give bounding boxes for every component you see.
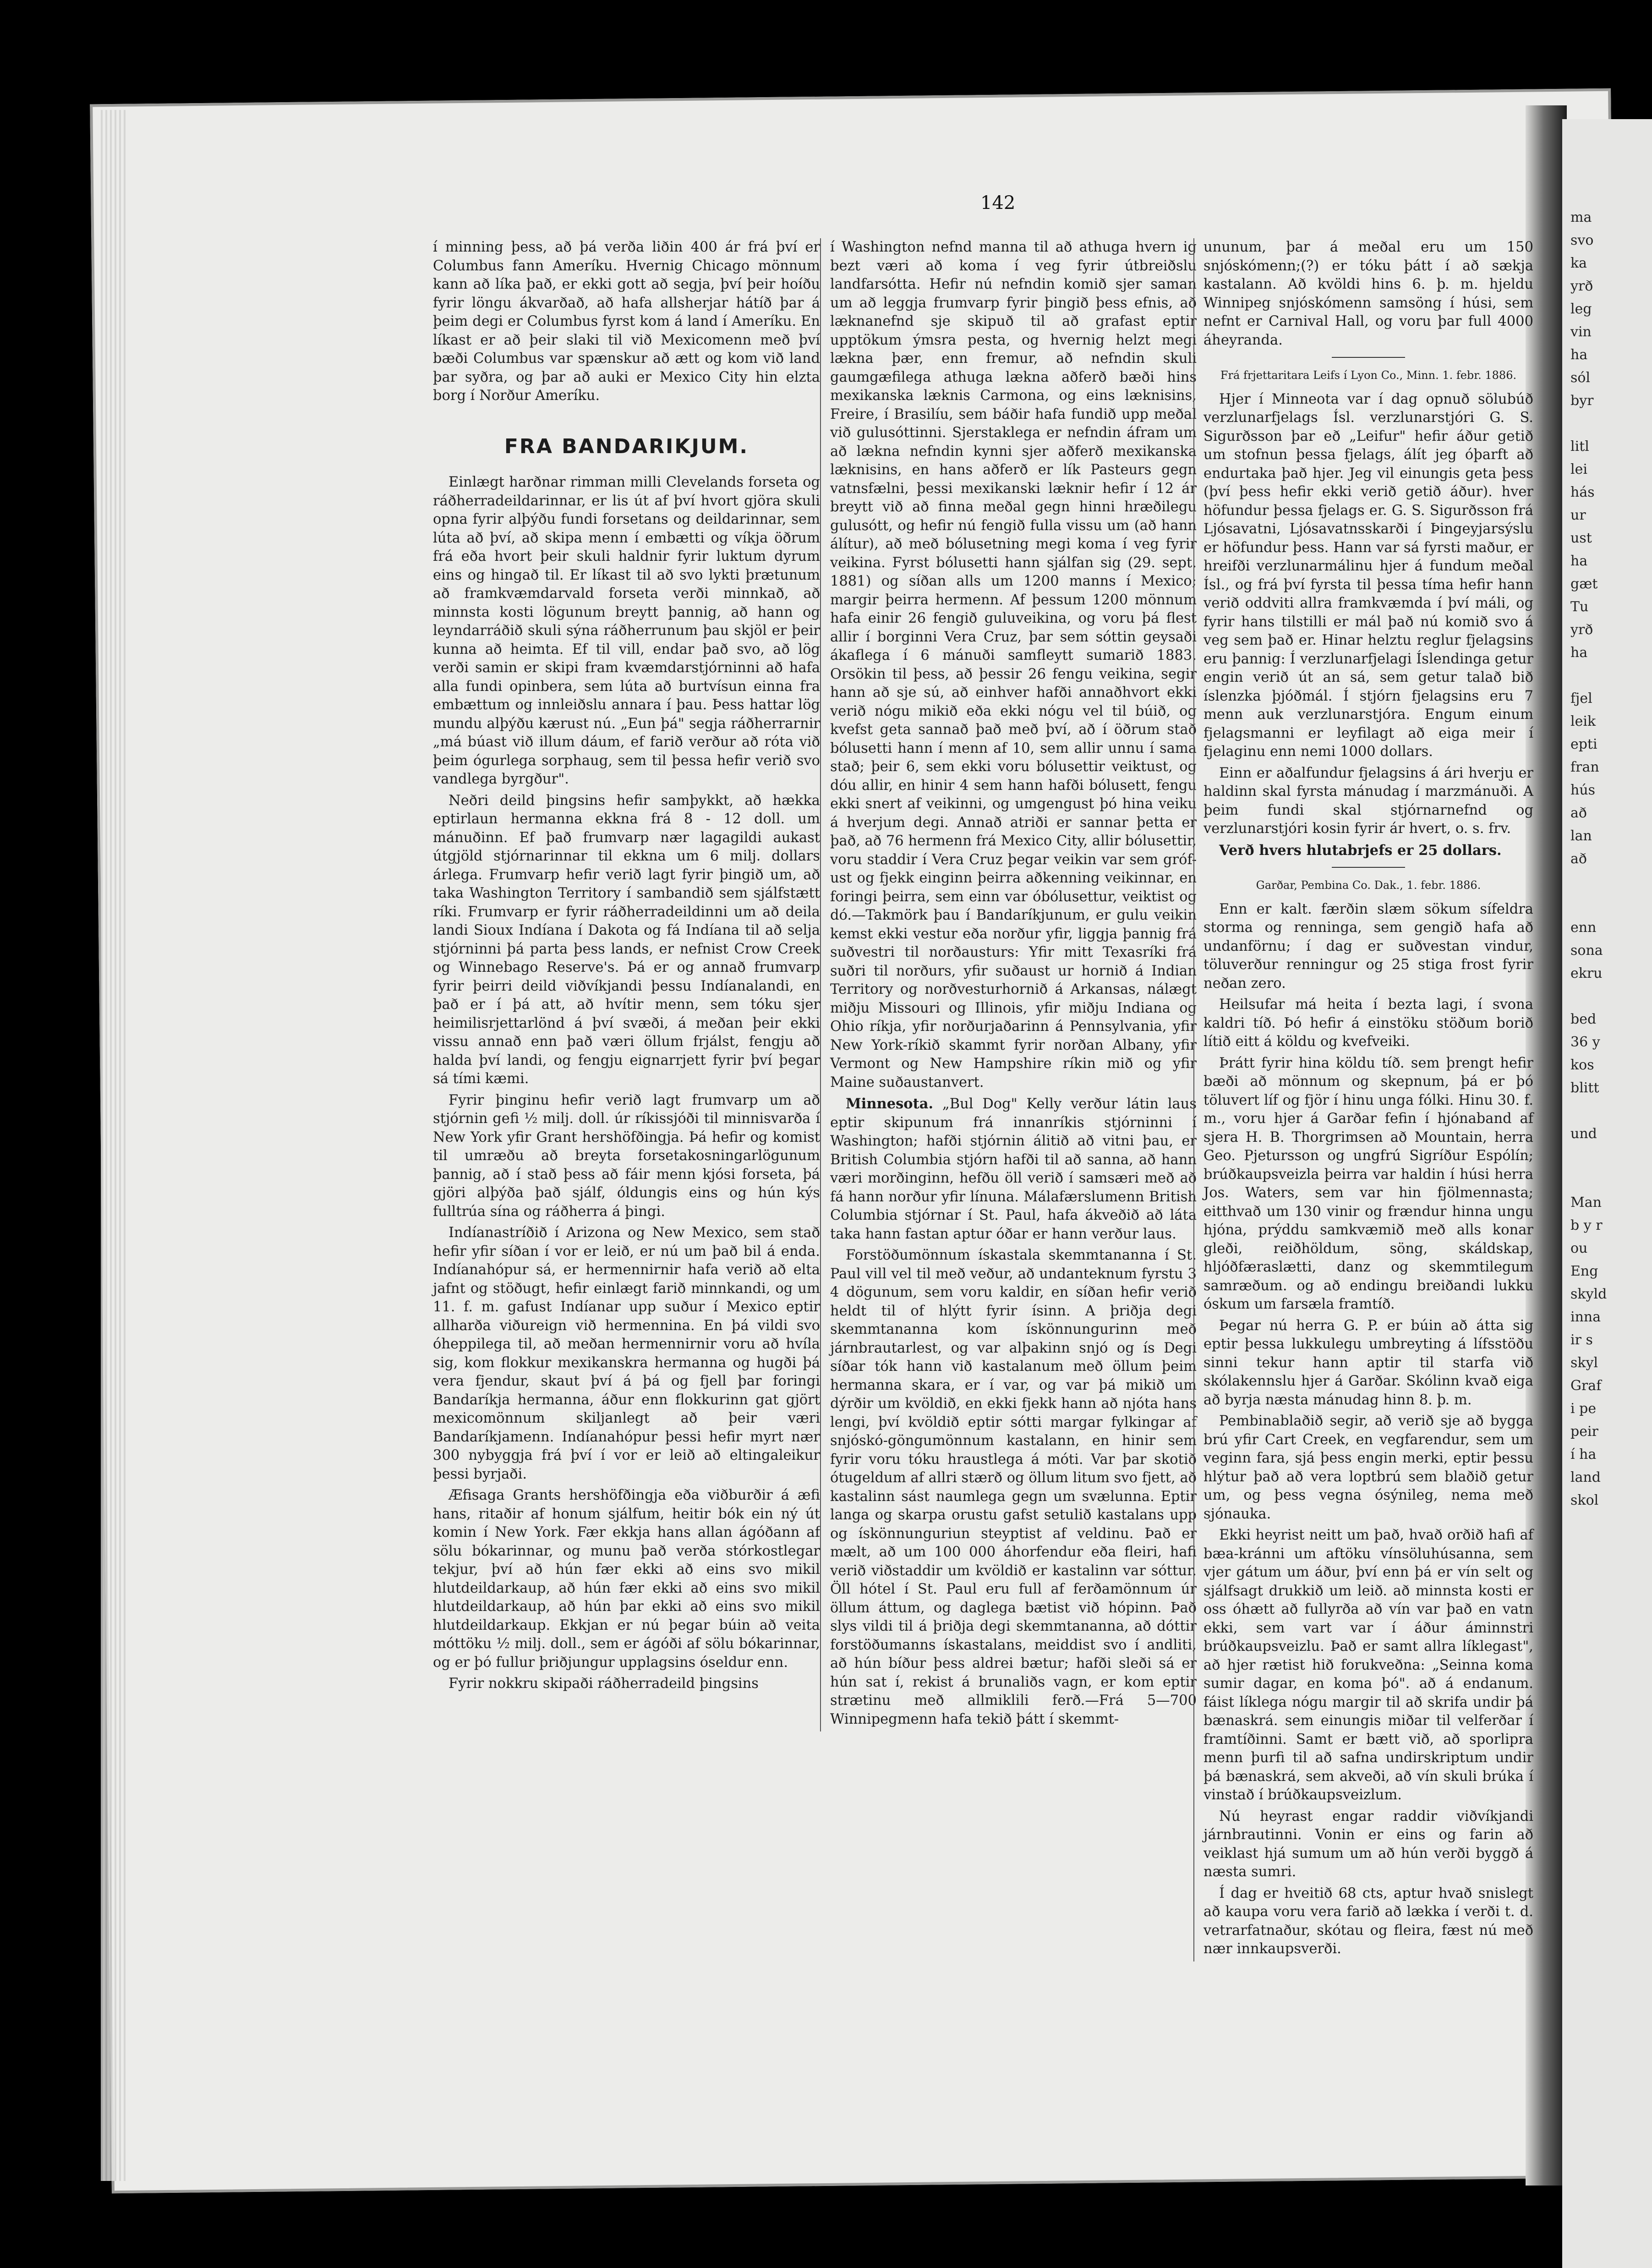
article-paragraph: Ekki heyrist neitt um það, hvað orðið hafi af bæa-kránni um aftöku vínsöluhúsanna, sem vjer gátum um áður, því enn þá er vín selt og sjálfsagt drukkið um leið. að minnsta kosti er oss óhætt að fullyrða að vín var það en vatn ekki, sem vart var í áður áminnstri brúðkaupsveizlu. Það er samt allra líklegast", að hjer rætist hið forukveðna: „Seinna koma sumir dagar, en koma þó". að á endanum. fáist líklega nógu margir til að skrifa undir þá bænaskrá. sem einungis miðar til velferðar í framtíðinni. Samt er bætt við, að sporlipra menn þurfi til að safna undirskriptum undir þá bænaskrá, sem akveði, að vín skuli brúka í vinstað í brúðkaupsveizlum. [1203,1527,1533,1803]
adjacent-page-text-fragment: bed [1570,1011,1597,1027]
adjacent-page-text-fragment: land [1570,1469,1601,1485]
adjacent-page-text-fragment: leik [1570,713,1596,729]
adjacent-page-text-fragment: fjel [1570,690,1592,707]
adjacent-page-text-fragment: gæt [1570,576,1598,592]
adjacent-page-text-fragment: hás [1570,484,1595,500]
adjacent-page-text-fragment: Man [1570,1194,1602,1211]
correspondent-dateline: Garðar, Pembina Co. Dak., 1. febr. 1886. [1256,879,1481,892]
adjacent-page-text-fragment: lan [1570,828,1592,844]
article-paragraph: Heilsufar má heita í bezta lagi, í svona kaldri tíð. Þó hefir á einstöku stöðum borið lítið eitt á köldu og kvefveiki. [1203,997,1533,1050]
page-left-edge [101,110,128,2181]
adjacent-page-text-fragment: 36 y [1570,1034,1600,1050]
adjacent-page-text-fragment: fran [1570,759,1599,775]
adjacent-page-text-fragment: epti [1570,736,1597,752]
article-paragraph: Indíanastríðið í Arizona og New Mexico, sem stað hefir yfir síðan í vor er leið, er nú um það bil á enda. Indíanahópur sá, er hermennirnir hafa verið að elta jafnt og stöðugt, hefir einlægt farið minnkandi, og um 11. f. m. gafust Indíanar upp suður í Mexico eptir allharða viðureign við hermennina. En þá vildi svo óheppilega til, að meðan hermennirnir voru að hvíla sig, kom flokkur mexikanskra hermanna og hugði þá vera fjendur, skaut því á þá og fjell þar foringi Bandaríkja hermanna, áður enn flokkurinn gat gjört mexicomönnum skiljanlegt að þeir væri Bandaríkjamenn. Indíanahópur þessi hefir myrt nær 300 nybyggja frá því í vor er leið að eltingaleikur þessi byrjaði. [433,1225,820,1482]
adjacent-page-text-fragment [1562,664,1652,687]
article-paragraph: Hjer í Minneota var í dag opnuð sölubúð verzlunarfjelags Ísl. verzlunarstjóri G. S. Sigurðsson þar eð „Leifur" hefir áður getið um stofnun þessa fjelags, álít jeg óþarft að endurtaka það hjer. Jeg vil einungis geta þess (því þess hefir ekki verið getið áður). hver höfundur þessa fjelags er. G. S. Sigurðsson frá Ljósavatni, Ljósavatnsskarði í Þingeyjarsýslu er höfundur þess. Hann var sá fyrsti maður, er hreifði verzlunarmálinu hjer á fundum meðal Ísl., og frá því fyrsta til þessa tíma hefir hann verið oddviti allra framkvæmda í því máli, og fyrir hans tilstilli er mál það nú komið svo á veg sem það er. Hinar helztu reglur fjelagsins eru þannig: Í verzlunarfjelagi Íslendinga getur engin verið út an sá, sem getur talað bið íslenzka þjóðmál. Í stjórn fjelagsins eru 7 menn auk verzlunarstjóra. Engum einum fjelagsmanni er leyfilagt að eiga meir í fjelaginu enn nemi 1000 dollars. [1203,391,1533,760]
adjacent-page-text-fragment: ha [1570,645,1588,661]
adjacent-page-text-fragment: skol [1570,1492,1599,1508]
adjacent-page-text-fragment: i pe [1570,1401,1597,1417]
adjacent-page-text-fragment: blitt [1570,1080,1599,1096]
adjacent-page-text-fragment: sól [1570,370,1591,386]
article-paragraph: Einn er aðalfundur fjelagsins á ári hverju er haldinn skal fyrsta mánudag í marzmánuði. A þeim fundi skal stjórnarnefnd og verzlunarstjóri kosin fyrir ár hvert, o. s. frv. [1203,765,1533,837]
adjacent-page-text-fragment: und [1570,1126,1597,1142]
article-paragraph: Neðri deild þingsins hefir samþykkt, að hækka eptirlaun hermanna ekkna frá 8 - 12 doll. um mánuðinn. Ef það frumvarp nær lagagildi aukast útgjöld stjórnarinnar til ekkna um 6 milj. dollars árlega. Frumvarp hefir verið lagt fyrir þingið um, að taka Washington Territory í sambandið sem sjálfstætt ríki. Frumvarp er fyrir ráðherradeildinni um að deila landi Sioux Indíana í Dakota og fá Indíana til að selja stjórninni þá parta þess lands, er nefnist Crow Creek og Winnebago Reserve's. Þá er og annað frumvarp fyrir þeirri deild viðvíkjandi þessu Indíanalandi, en það er í þá att, að hvítir menn, sem tóku sjer heimilisrjettarlönd á því svæði, á meðan þeir ekki vissu annað enn það væri öllum frjálst, fengju að halda því landi, og fengju eignarrjett fyrir því þegar sá tími kæmi. [433,792,820,1087]
adjacent-page-text-fragment: yrð [1570,622,1593,638]
adjacent-page-text-fragment [1562,871,1652,893]
adjacent-page-text-fragment [1562,1100,1652,1123]
adjacent-page-text-fragment: ha [1570,347,1588,363]
adjacent-page-text-fragment: vin [1570,324,1592,340]
adjacent-page-text-fragment: í ha [1570,1446,1597,1463]
adjacent-page-text-fragment: litl [1570,438,1589,455]
adjacent-page-text-fragment: ur [1570,507,1586,523]
page-number: 142 [980,192,1016,214]
adjacent-page-text-fragment: ir s [1570,1332,1593,1348]
adjacent-page-text-fragment: peir [1570,1424,1598,1440]
adjacent-page-text-fragment [1562,412,1652,435]
article-paragraph: í Washington nefnd manna til að athuga hvern ig bezt væri að koma í veg fyrir útbreiðslu landfarsótta. Hefir nú nefndin komið sjer saman um að leggja frumvarp fyrir þingið þess efnis, að læknanefnd sje skipuð til að grafast eptir upptökum ýmsra pesta, og hvernig helzt megi lækna þær, enn fremur, að nefndin skuli gaumgæfilega athuga lækna aðferð bæði hins mexikanska læknis Carmona, og eins læknisins, Freire, í Brasilíu, sem báðir hafa fundið upp meðal við gulusóttinni. Sjerstaklega er nefndin áfram um að lækna nefndin kynni sjer aðferð mexikanska læknisins, en hans aðferð er lík Pasteurs gegn vatnsfælni, þessi mexikanski læknir hefir í 12 ár breytt við að finna meðal gegn hinni hræðilegu gulusótt, og hefir nú fengið fulla vissu um (að hann álítur), að með bólusetning megi koma í veg fyrir veikina. Fyrst bólusetti hann sjálfan sig (29. sept. 1881) og síðan alls um 1200 manns í Mexico; margir þeirra hermenn. Af þessum 1200 mönnum hafa einir 26 fengið guluveikina, og voru þá flest allir í borginni Vera Cruz, þar sem sóttin geysaði ákaflega í 6 mánuði samfleytt sumarið 1883. Orsökin til þess, að þessir 26 fengu veikina, segir hann að sje sú, að einhver hafði annaðhvort ekki verið nógu mikið eða ekki nógu vel til búið, og kvefst geta sannað það með því, að í öðrum stað bólusetti hann í menn af 10, sem allir unnu í sama stað; þeir 6, sem ekki voru bólusettir veiktust, og dóu allir, en hinir 4 sem hann hafði bólusett, fengu ekki snert af veikinni, og umgengust þó hina veiku á hverjum degi. Annað atriði er sannar þetta er það, að 76 hermenn frá Mexico City, allir bólusettir, voru staddir í Vera Cruz þegar veikin var sem gróf- ust og fjekk einginn þeirra aðkenning veikinnar, en foringi þeirra, sem einn var óbólusettur, veiktist og dó.—Takmörk þau í Bandaríkjunum, er gulu veikin kemst ekki vestur eða norður yfir, liggja þannig frá suðvestri til norðausturs: Yfir mitt Texasríki frá suðri til norðurs, yfir suðaust ur hornið á Indian Territory og norðvesturhornið á Arkansas, nálægt miðju Missouri og Illinois, yfir miðju Indiana og Ohio ríkja, yfir norðurjaðarinn á Pennsylvania, yfir New York-ríkið skammt fyrir norðan Albany, yfir Vermont og New Hampshire ríkin mið og yfir Maine suðaustanvert. [830,239,1197,1090]
adjacent-page-text-fragment: ma [1570,209,1592,225]
adjacent-page-fragment [1562,119,1652,2268]
adjacent-page-text-fragment: ou [1570,1240,1588,1256]
adjacent-page-text-fragment [1562,1145,1652,1168]
article-paragraph: Í dag er hveitið 68 cts, aptur hvað snislegt að kaupa voru vera farið að lækka í verði t. d. vetrarfatnaður, skótau og fleira, fæst nú með nær innkaupsverði. [1203,1885,1533,1957]
adjacent-page-text-fragment: kos [1570,1057,1594,1073]
adjacent-page-text-fragment: ust [1570,530,1592,546]
article-paragraph: Verð hvers hlutabrjefs er 25 dollars. [1219,842,1502,859]
adjacent-page-text-fragment [1562,1168,1652,1191]
article-paragraph: Þrátt fyrir hina köldu tíð. sem þrengt hefir bæði að mönnum og skepnum, þá er þó töluvert líf og fjör í hinu unga fólki. Hinu 30. f. m., voru hjer á Garðar fefin í hjónaband af sjera H. B. Thorgrimsen að Mountain, herra Geo. Pjetursson og ungfrú Sigríður Espólín; brúðkaupsveizla þeirra var haldin í húsi herra Jos. Waters, sem var hin fjölmennasta; eitthvað um 130 vinir og frændur hinna ungu hjóna, prýddu samkvæmið með alls konar gleði, reiðhöldum, söng, skáldskap, hljóðfæraslætti, danz og skemmtilegum samræðum. og að endingu breiðandi lukku óskum um farsæla framtíð. [1203,1055,1533,1312]
separator-rule [1332,357,1405,358]
article-text: „Bul Dog" Kelly verður látin laus eptir skipunum frá innanríkis stjórninni í Washington; hafði stjórnin álitið að vitni þau, er British Columbia stjórn hafði til að sanna, að hann væri morðinginn, hefðu öll verið í samsæri með að fá hann norður yfir línuna. Málafærslumenn British Columbia stjórnar í St. Paul, hafa ákveðið að láta taka hann fastan aptur óðar er hann verður laus. [830,1096,1197,1242]
article-paragraph: Einlægt harðnar rimman milli Clevelands forseta og ráðherradeildarinnar, er lis út af því hvort gjöra skuli opna fyrir alþýðu fundi forsetans og deildarinnar, sem lúta að því, að skipa menn í embætti og víkja öðrum frá eða hvort þeir skuli haldnir fyrir luktum dyrum eins og hingað til. Er líkast til að svo lykti þrætunum að framkvæmdarvald forseta verði minnkað, að minnsta kosti lögunum breytt þannig, að hann og leyndarráðið skuli sýna ráðherrunum þau skjöl er þeir kunna að heimta. Ef til vill, endar það svo, að lög verði samin er skipi fram kvæmdarstjórninni að hafa alla fundi opinbera, sem lúta að burtvísun einna fra embættum og innleiðslu annara í þau. Þess hattar lög mundu alþýðu kærust nú. „Eun þá" segja ráðherrarnir „má búast við illum dáum, ef farið verður að róta við þeim ógurlega sorphaug, sem til þessa hefir verið svo vandlega byrgður". [433,474,820,787]
column-1 [433,238,820,1696]
separator-rule [1332,867,1405,868]
adjacent-page-text-fragment: skyl [1570,1355,1598,1371]
article-paragraph: í minning þess, að þá verða liðin 400 ár frá því er Columbus fann Ameríku. Hvernig Chicago mönnum kann að líka það, er ekki gott að segja, því þeir hoíðu fyrir löngu ákvarðað, að hafa allsherjar hátíð þar á þeim degi er Columbus fyrst kom á land í Ameríku. En líkast er að þeir slaki til við Mexicomenn með því bæði Columbus var spænskur að ætt og kom við land þar syðra, og þar að auki er Mexico City hin elzta borg í Norður Ameríku. [433,239,820,404]
adjacent-page-text-fragment: Graf [1570,1378,1602,1394]
column-2 [820,238,1197,1731]
column-3 [1193,238,1533,1961]
adjacent-page-text-fragment: hús [1570,782,1596,798]
adjacent-page-text-fragment: inna [1570,1309,1601,1325]
adjacent-page-text-fragment [1562,893,1652,916]
adjacent-page-text-fragment: ka [1570,255,1587,271]
article-paragraph: Fyrir þinginu hefir verið lagt frumvarp um að stjórnin gefi ½ milj. doll. úr ríkissjóði til minnisvarða í New York yfir Grant hershöfðingja. Þá hefir og komist til umræðu að breyta forsetakosningarlögunum þannig, að í stað þess að fáir menn kjósi forseta, þá gjöri alþýða það sjálf, óldungis eins og hún kýs fulltrúa sína og ráðherra á þingi. [433,1092,820,1220]
article-paragraph: ununum, þar á meðal eru um 150 snjóskómenn;(?) er tóku þátt í að sækja kastalann. Að kvöldi hins 6. þ. m. hjeldu Winnipeg snjóskómenn samsöng í húsi, sem nefnt er Carnival Hall, og voru þar full 4000 áheyranda. [1203,239,1533,348]
adjacent-page-text-fragment: svo [1570,232,1594,248]
adjacent-page-text-fragment: að [1570,851,1587,867]
adjacent-page-text-fragment: skyld [1570,1286,1607,1302]
adjacent-page-text-fragment: sona [1570,942,1603,959]
article-paragraph: Æfisaga Grants hershöfðingja eða viðburðir á æfi hans, ritaðir af honum sjálfum, heitir bók ein ný út komin í New York. Fær ekkja hans allan ágóðann af sölu bókarinnar, og munu það verða stórkostlegar tekjur, því að hún fær ekki að eins svo mikil hlutdeildarkaup, að hún fær ekki að eins svo mikil hlutdeildarkaup, að hún þar ekki að eins svo mikil hlutdeildarkaup. Ekkjan er nú þegar búin að veita móttöku ½ milj. doll., sem er ágóði af sölu bókarinnar, og er þó fullur þriðjungur upplagsins óseldur enn. [433,1487,820,1671]
adjacent-page-text-fragment: byr [1570,393,1594,409]
adjacent-page-text-fragment: Tu [1570,599,1589,615]
article-paragraph: Nú heyrast engar raddir viðvíkjandi járnbrautinni. Vonin er eins og farin að veiklast hjá sumum um að hún verði byggð á næsta sumri. [1203,1808,1533,1880]
adjacent-page-text-fragment: lei [1570,461,1587,477]
correspondent-dateline: Frá frjettaritara Leifs í Lyon Co., Minn. 1. febr. 1886. [1220,369,1517,382]
adjacent-page-text-fragment: b y r [1570,1217,1603,1233]
adjacent-page-text-fragment: að [1570,805,1587,821]
adjacent-page-text-fragment: Eng [1570,1263,1598,1279]
adjacent-page-text-fragment [1562,985,1652,1008]
adjacent-page-text-fragment: leg [1570,301,1592,317]
article-paragraph: Fyrir nokkru skipaði ráðherradeild þingsins [449,1676,759,1692]
article-paragraph: Þegar nú herra G. P. er búin að átta sig eptir þessa lukkulegu umbreyting á lífsstöðu sinni tekur hann aptir til starfa við skólakennslu hjer á Garðar. Skólinn kvað eiga að byrja næsta mánudag hinn 8. þ. m. [1203,1317,1533,1408]
adjacent-page-text-fragment: ha [1570,553,1588,569]
dateline-lead: Minnesota. [846,1096,934,1112]
article-paragraph [830,1095,1197,1244]
article-paragraph: Forstöðumönnum ískastala skemmtananna í St. Paul vill vel til með veður, að undanteknum fyrstu 3 4 dögunum, sem voru kaldir, en síðan hefir verið heldt til of hlýtt fyrir ísinn. A þriðja degi skemmtananna kom ískönnungurinn með járnbrautarlest, og var alþakinn snjó og ís Degi síðar tók hann við kastalanum með öllum þeim hermanna skara, er í var, og var þá mikið um dýrðir um kvöldið, en ekki fjekk hann að njóta hans lengi, því kvöldið eptir sótti margar fylkingar af snjóskó-göngumönnum kastalann, en hinir sem fyrir voru tóku hraustlega á móti. Var þar skotið ótugeldum af allri stærð og öllum litum svo fjett, að kastalinn sást naumlega gegn um svælunna. Eptir langa og skarpa orustu gafst setulið kastalans upp og ískönnunguriun steyptist af veldinu. Það er mælt, að um 100 000 áhorfendur eða fleiri, hafi verið viðstaddir um kvöldið er kastalinn var sóttur. Öll hótel í St. Paul eru full af ferðamönnum úr öllum áttum, og daglega bætist við hópinn. Það slys vildi til á þriðja degi skemmtananna, að dóttir forstöðumanns ískastalans, meiddist svo í andliti, að hún bíður þess aldrei bætur; hafði sleði sá er hún sat í, rekist á brunaliðs vagn, er kom eptir strætinu með allmiklili ferð.—Frá 5—700 Winnipegmenn hafa tekið þátt í skemmt- [830,1247,1197,1727]
adjacent-page-text-fragment: enn [1570,920,1597,936]
article-paragraph: Pembinablaðið segir, að verið sje að bygga brú yfir Cart Creek, en vegfarendur, sem um veginn fara, sjá þess engin merki, eptir þessu hlýtur það að vera loptbrú sem blaðið getur um, og þess vegna ósýnileg, nema með sjónauka. [1203,1413,1533,1522]
adjacent-page-text-fragment: yrð [1570,278,1593,294]
adjacent-page-text-fragment: ekru [1570,965,1603,981]
section-heading: FRA BANDARIKJUM. [504,434,749,458]
article-paragraph: Enn er kalt. færðin slæm sökum sífeldra storma og renninga, sem gengið hafa að undanförnu; í dag er suðvestan vindur, töluverður renningur og 25 stiga frost fyrir neðan zero. [1203,901,1533,992]
